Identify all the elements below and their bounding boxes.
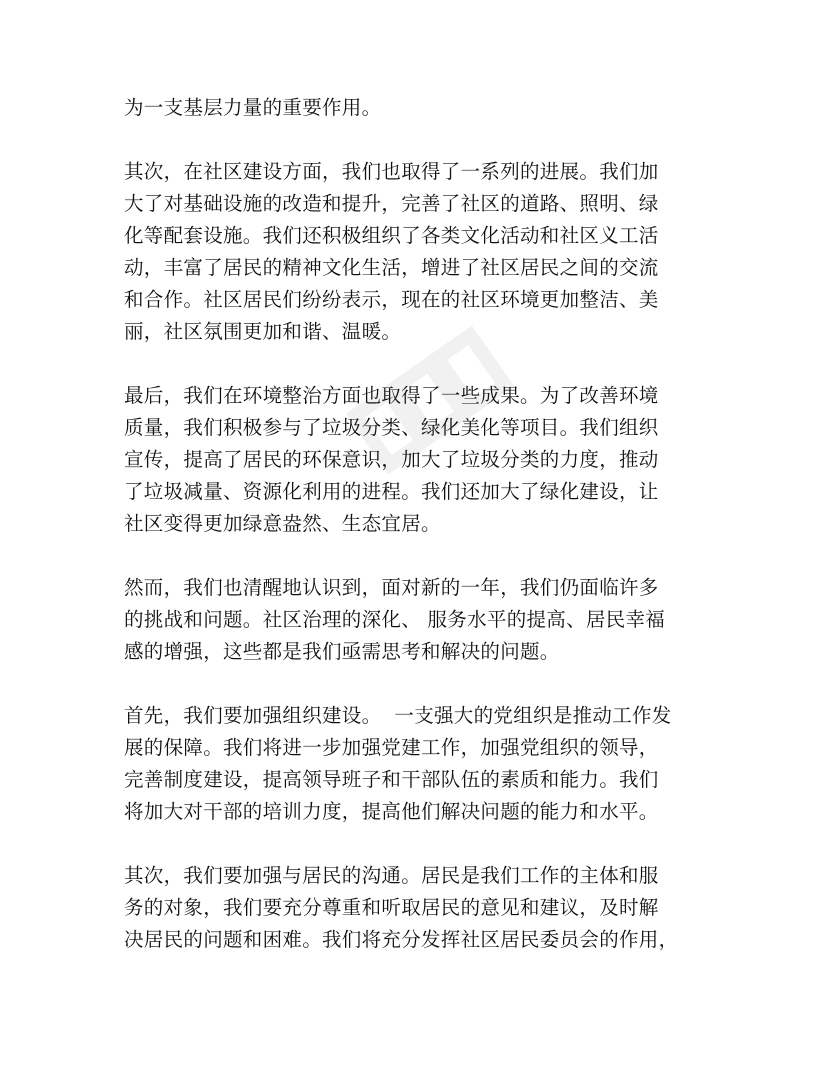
text-line: 的挑战和问题。社区治理的深化、 服务水平的提高、居民幸福 [124, 608, 666, 631]
text-line: 大了对基础设施的改造和提升，完善了社区的道路、照明、绿 [124, 192, 659, 215]
document-body [124, 92, 720, 988]
paragraph [124, 380, 720, 540]
text-line: 完善制度建设，提高领导班子和干部队伍的素质和能力。我们 [124, 768, 659, 791]
text-line: 质量，我们积极参与了垃圾分类、绿化美化等项目。我们组织 [124, 416, 659, 439]
text-line: 最后，我们在环境整治方面也取得了一些成果。为了改善环境 [124, 384, 659, 407]
text-line: 了垃圾减量、资源化利用的进程。我们还加大了绿化建设，让 [124, 480, 659, 503]
text-line: 丽，社区氛围更加和谐、温暖。 [124, 320, 402, 343]
text-line: 然而，我们也清醒地认识到，面对新的一年，我们仍面临许多 [124, 576, 659, 599]
paragraph [124, 860, 720, 956]
text-line: 为一支基层力量的重要作用。 [124, 96, 382, 119]
text-line: 其次，我们要加强与居民的沟通。居民是我们工作的主体和服 [124, 864, 659, 887]
paragraph [124, 572, 720, 668]
paragraph [124, 92, 720, 124]
text-line: 其次，在社区建设方面，我们也取得了一系列的进展。我们加 [124, 160, 659, 183]
text-line: 社区变得更加绿意盎然、生态宜居。 [124, 512, 441, 535]
text-line: 展的保障。我们将进一步加强党建工作，加强党组织的领导， [124, 736, 659, 759]
text-line: 动，丰富了居民的精神文化生活，增进了社区居民之间的交流 [124, 256, 659, 279]
text-line: 感的增强，这些都是我们亟需思考和解决的问题。 [124, 640, 560, 663]
text-line: 首先，我们要加强组织建设。 一支强大的党组织是推动工作发 [124, 704, 672, 727]
text-line: 决居民的问题和困难。我们将充分发挥社区居民委员会的作用， [124, 928, 679, 951]
text-line: 将加大对干部的培训力度，提高他们解决问题的能力和水平。 [124, 800, 659, 823]
text-line: 宣传，提高了居民的环保意识，加大了垃圾分类的力度，推动 [124, 448, 659, 471]
paragraph [124, 156, 720, 348]
text-line: 化等配套设施。我们还积极组织了各类文化活动和社区义工活 [124, 224, 659, 247]
paragraph [124, 700, 720, 828]
text-line: 和合作。社区居民们纷纷表示，现在的社区环境更加整洁、美 [124, 288, 659, 311]
text-line: 务的对象，我们要充分尊重和听取居民的意见和建议，及时解 [124, 896, 659, 919]
